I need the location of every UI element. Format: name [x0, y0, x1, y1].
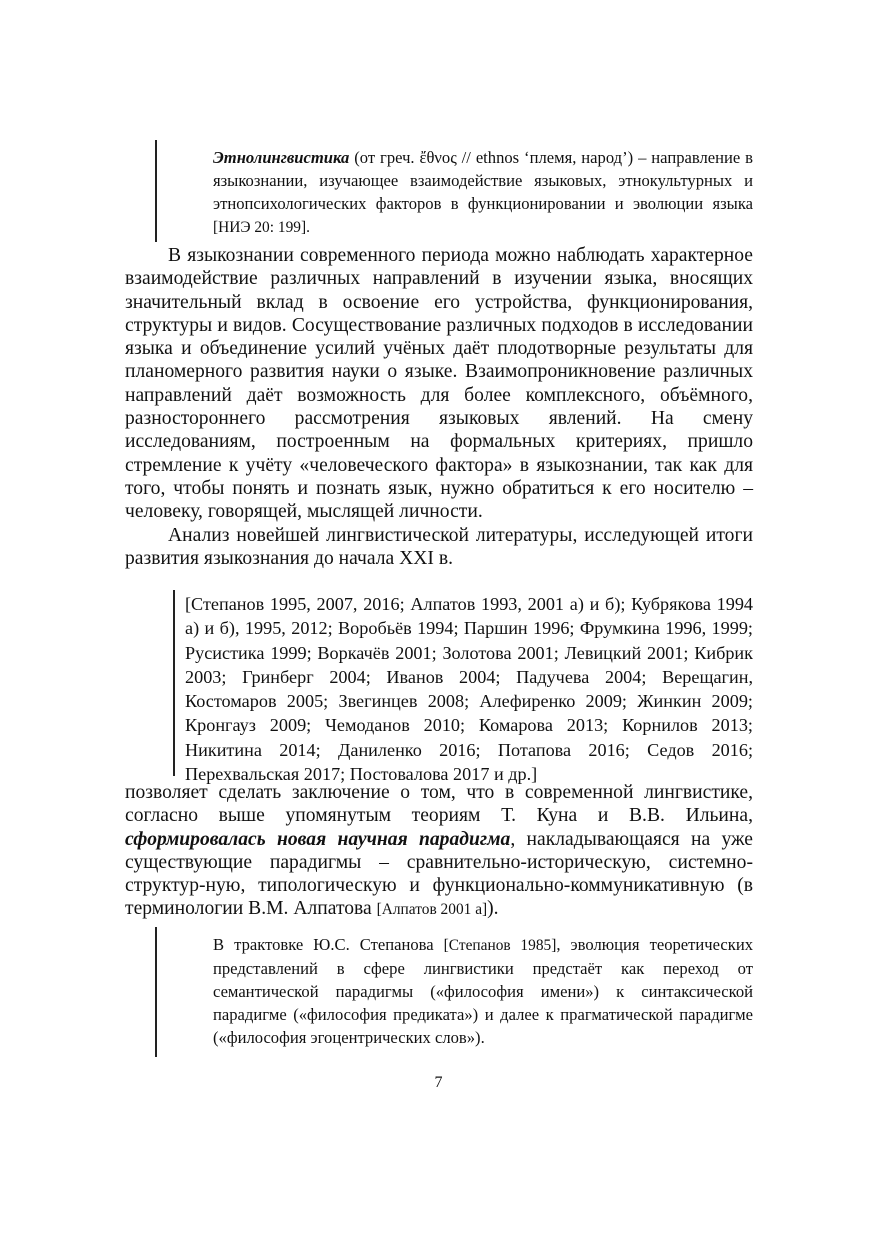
- stepanov-paragraph: [213, 933, 753, 1049]
- stepanov-text-start: В трактовке Ю.С. Степанова: [213, 935, 444, 954]
- alpatov-reference: [Алпатов 2001 а]: [376, 901, 488, 919]
- definition-quote: [155, 140, 753, 242]
- stepanov-quote: [155, 927, 753, 1057]
- paragraph-2: Анализ новейшей лингвистической литературы, исследующей итоги развития языкознания до начала XXI в.: [125, 524, 753, 569]
- paragraph-3-start: позволяет сделать заключение о том, что в современной лингвистике, согласно выше упомянутым теориям Т. Куна и В.В. Ильина,: [125, 782, 753, 827]
- definition-reference: [НИЭ 20: 199].: [213, 219, 310, 236]
- main-text-block: [125, 244, 753, 570]
- definition-paragraph: [213, 146, 753, 239]
- paragraph-1: В языкознании современного периода можно наблюдать характерное взаимодействие различных направлений в изучении языка, вносящих значительный вклад в освоение его устройства, функционирования, структуры и видов. Сосуществование различных подходов в исследовании языка и объединение усилий учёных даёт плодотворные результаты для планомерного развития науки о языке. Взаимопроникновение различных направлений даёт возможность для более комплексного, объёмного, разностороннего рассмотрения языковых явлений. На смену исследованиям, построенным на формальных критериях, пришло стремление к учёту «человеческого фактора» в языкознании, так как для того, чтобы понять и познать язык, нужно обратиться к его носителю – человеку, говорящей, мыслящей личности.: [125, 245, 753, 523]
- conclusion-text-block: [125, 781, 753, 922]
- paragraph-3: [125, 781, 753, 922]
- paragraph-3-middle: , накладывающаяся на уже существующие парадигмы – сравнительно-историческую, системно-структур-ную, типологическую и функционально-коммуникативную (в терминологии В.М. Алпатова: [125, 828, 753, 920]
- citation-list: [Степанов 1995, 2007, 2016; Алпатов 1993, 2001 а) и б); Кубрякова 1994 а) и б), 1995, 2012; Воробьёв 1994; Паршин 1996; Фрумкина 1996, 1999; Русистика 1999; Воркачёв 2001; Золотова 2001; Левицкий 2001; Кибрик 2003; Гринберг 2004; Иванов 2004; Падучева 2004; Верещагин, Костомаров 2005; Звегинцев 2008; Алефиренко 2009; Жинкин 2009; Кронгауз 2009; Чемоданов 2010; Комарова 2013; Корнилов 2013; Никитина 2014; Даниленко 2016; Потапова 2016; Седов 2016; Перехвальская 2017; Постовалова 2017 и др.]: [185, 594, 753, 785]
- definition-text: (от греч. ἔθνος // ethnos ‘племя, народ’) – направление в языкознании, изучающее взаимодействие языковых, этнокультурных и этнопсихологических факторов в функционировании и эволюции языка: [213, 148, 753, 213]
- paragraph-3-end: ).: [487, 898, 499, 920]
- stepanov-text-rest: , эволюция теоретических представлений в сфере лингвистики предстаёт как переход от семантической парадигмы («философия имени») к синтаксической парадигме («философия предиката») и далее к прагматической парадигме («философия эгоцентрических слов»).: [213, 935, 754, 1047]
- paradigm-emphasis: сформировалась новая научная парадигма: [125, 828, 511, 850]
- citation-block: [173, 590, 753, 785]
- page-number: 7: [434, 1074, 443, 1091]
- definition-term: Этнолингвистика: [213, 148, 350, 167]
- stepanov-reference: [Степанов 1985]: [443, 937, 557, 954]
